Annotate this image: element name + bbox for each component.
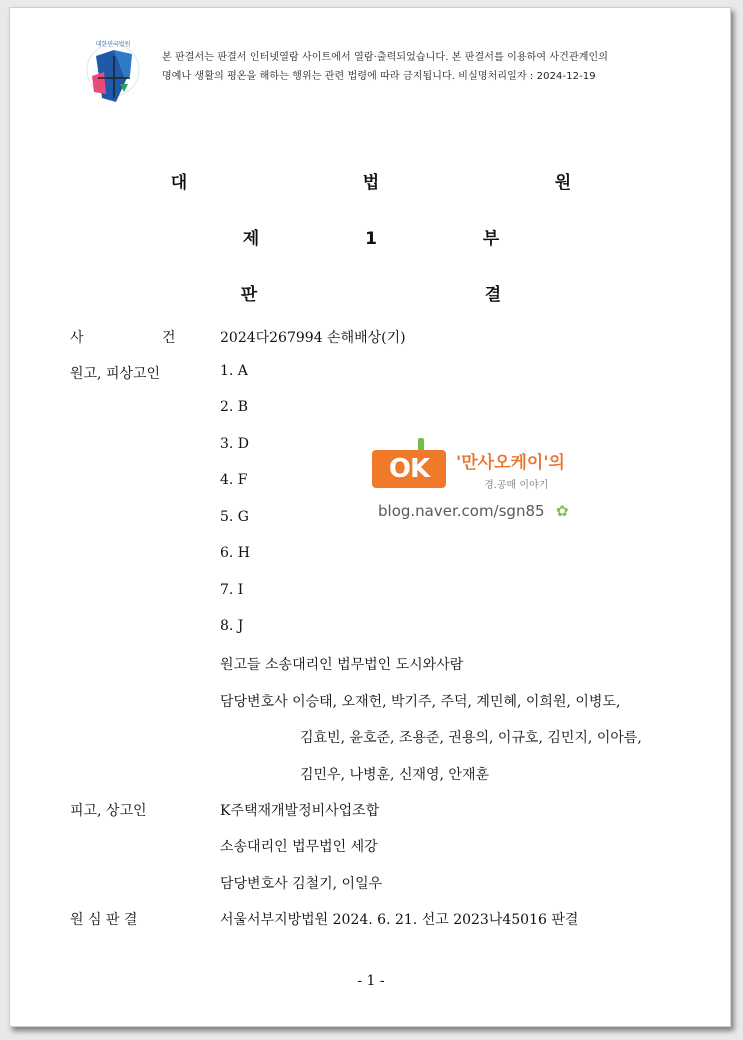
svg-text:대한민국법원: 대한민국법원 — [95, 41, 131, 48]
plaintiff-attorneys-1: 담당변호사 이승태, 오재헌, 박기주, 주덕, 계민혜, 이희원, 이병도, — [220, 694, 621, 710]
ok-logo: OK — [372, 450, 446, 488]
watermark-url: blog.naver.com/sgn85 — [378, 502, 545, 520]
plaintiff-1: 1. A — [220, 363, 248, 379]
defendant-attorneys: 담당변호사 김철기, 이일우 — [220, 876, 383, 892]
plaintiff-2: 2. B — [220, 399, 249, 415]
division-title: 제 1 부 — [242, 229, 500, 249]
court-name: 대 법 원 — [170, 173, 572, 193]
watermark-subtitle: 경.공매 이야기 — [484, 480, 549, 491]
plaintiff-7: 7. I — [220, 582, 244, 598]
plaintiff-6: 6. H — [220, 545, 251, 561]
access-notice — [162, 48, 722, 86]
lower-court-label: 원 심 판 결 — [70, 912, 138, 928]
star-icon: ✿ — [556, 502, 569, 520]
plaintiff-attorneys-3: 김민우, 나병훈, 신재영, 안재훈 — [300, 767, 489, 783]
notice-line-2: 명예나 생활의 평온을 해하는 행위는 관련 법령에 따라 금지됩니다. 비실명처리일자 : 2024-12-19 — [162, 71, 596, 82]
plaintiff-5: 5. G — [220, 509, 249, 525]
document-type: 판 결 — [240, 285, 502, 305]
plaintiff-8: 8. J — [220, 618, 244, 634]
plaintiff-4: 4. F — [220, 472, 248, 488]
page-number: - 1 - — [357, 973, 385, 989]
plaintiff-label: 원고, 피상고인 — [70, 366, 161, 382]
notice-line-1: 본 판결서는 판결서 인터넷열람 사이트에서 열람·출력되었습니다. 본 판결서를 이용하여 사건관계인의 — [162, 52, 608, 63]
lower-court-judgment: 서울서부지방법원 2024. 6. 21. 선고 2023나45016 판결 — [220, 912, 579, 928]
case-number: 2024다267994 손해배상(기) — [220, 330, 406, 346]
case-label: 사 건 — [70, 330, 176, 346]
watermark-title: '만사오케이'의 — [456, 453, 565, 473]
plaintiff-attorneys-2: 김효빈, 윤호준, 조용준, 권용의, 이규호, 김민지, 이아름, — [300, 730, 642, 746]
plaintiff-3: 3. D — [220, 436, 250, 452]
plaintiff-counsel: 원고들 소송대리인 법무법인 도시와사람 — [220, 657, 464, 673]
judgment-page — [9, 7, 731, 1027]
court-seal-icon — [80, 36, 146, 106]
defendant-name: K주택재개발정비사업조합 — [220, 803, 380, 819]
blog-watermark — [372, 438, 602, 528]
defendant-counsel: 소송대리인 법무법인 세강 — [220, 839, 378, 855]
defendant-label: 피고, 상고인 — [70, 803, 147, 819]
